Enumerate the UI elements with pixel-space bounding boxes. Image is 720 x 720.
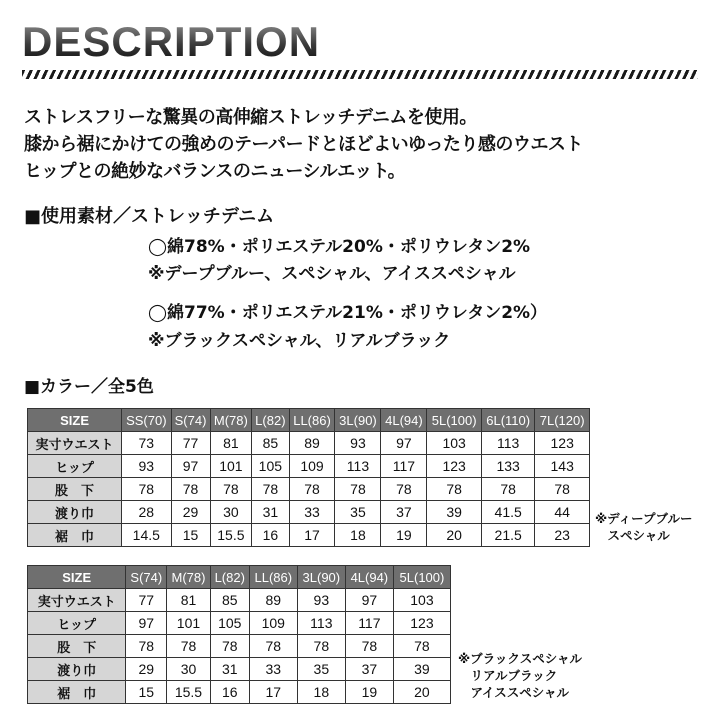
size-value-cell: 113 [297,612,345,635]
row-label: 裾 巾 [28,524,122,547]
size-value-cell: 20 [393,681,450,704]
size-value-cell: 97 [381,432,427,455]
size-value-cell: 33 [249,658,297,681]
size-value-cell: 103 [393,589,450,612]
size-header-label: SIZE [28,409,122,432]
size-value-cell: 97 [345,589,393,612]
material-composition-1: ◯綿78%・ポリエステル20%・ポリウレタン2% [148,237,531,257]
table-row [28,681,451,704]
size-value-cell: 41.5 [481,501,534,524]
size-header-cell: S(74) [171,409,210,432]
note-line: ※ディープブルー [595,511,693,526]
size-value-cell: 39 [427,501,482,524]
material-composition-2: ◯綿77%・ポリエステル21%・ポリウレタン2%） [148,303,548,323]
material-colors-2: ※ブラックスペシャル、リアルブラック [148,331,451,351]
size-value-cell: 78 [210,635,249,658]
intro-line: 膝から裾にかけての強めのテーパードとほどよいゆったり感のウエスト [24,134,583,155]
size-value-cell: 30 [167,658,211,681]
heading-stripe-divider [22,70,698,79]
size-header-cell: SS(70) [122,409,171,432]
size-value-cell: 78 [393,635,450,658]
table-row [28,432,590,455]
page-heading: DESCRIPTION [22,18,321,65]
size-value-cell: 81 [210,432,252,455]
size-value-cell: 14.5 [122,524,171,547]
size-value-cell: 89 [289,432,335,455]
size-value-cell: 31 [252,501,289,524]
note-line: ※ブラックスペシャル [458,651,583,666]
row-label: ヒップ [28,612,126,635]
size-value-cell: 17 [249,681,297,704]
row-label: 裾 巾 [28,681,126,704]
table-row [28,658,451,681]
material-colors-1: ※デープブルー、スペシャル、アイススペシャル [148,264,516,284]
row-label: 渡り巾 [28,501,122,524]
note-line: アイススペシャル [458,685,570,700]
size-value-cell: 77 [171,432,210,455]
size-header-cell: 6L(110) [481,409,534,432]
table-header-row [28,409,590,432]
size-value-cell: 19 [345,681,393,704]
size-value-cell: 28 [122,501,171,524]
size-value-cell: 133 [481,455,534,478]
size-table-1-note [595,510,693,544]
size-header-cell: 5L(100) [427,409,482,432]
size-value-cell: 78 [345,635,393,658]
size-value-cell: 105 [210,612,249,635]
size-value-cell: 35 [335,501,381,524]
size-header-cell: 3L(90) [335,409,381,432]
size-header-cell: L(82) [252,409,289,432]
size-value-cell: 15 [171,524,210,547]
intro-text [24,104,583,185]
note-line: リアルブラック [458,668,558,683]
size-value-cell: 78 [171,478,210,501]
size-value-cell: 93 [297,589,345,612]
size-header-cell: 5L(100) [393,566,450,589]
size-value-cell: 18 [297,681,345,704]
row-label: 実寸ウエスト [28,432,122,455]
size-value-cell: 19 [381,524,427,547]
size-value-cell: 78 [535,478,590,501]
size-value-cell: 37 [345,658,393,681]
size-value-cell: 113 [481,432,534,455]
size-value-cell: 78 [167,635,211,658]
size-value-cell: 101 [210,455,252,478]
row-label: 渡り巾 [28,658,126,681]
size-value-cell: 20 [427,524,482,547]
size-value-cell: 89 [249,589,297,612]
row-label: 実寸ウエスト [28,589,126,612]
size-value-cell: 93 [335,432,381,455]
table-row [28,455,590,478]
size-value-cell: 123 [427,455,482,478]
row-label: 股 下 [28,635,126,658]
size-value-cell: 93 [122,455,171,478]
size-value-cell: 97 [126,612,167,635]
size-value-cell: 35 [297,658,345,681]
size-value-cell: 78 [210,478,252,501]
size-value-cell: 78 [297,635,345,658]
color-title: ■カラー／全5色 [24,377,154,397]
size-value-cell: 78 [335,478,381,501]
size-header-cell: 3L(90) [297,566,345,589]
size-value-cell: 143 [535,455,590,478]
size-header-cell: 4L(94) [345,566,393,589]
size-header-cell: LL(86) [289,409,335,432]
size-header-cell: 4L(94) [381,409,427,432]
size-value-cell: 39 [393,658,450,681]
size-value-cell: 101 [167,612,211,635]
size-value-cell: 123 [535,432,590,455]
size-value-cell: 30 [210,501,252,524]
size-value-cell: 33 [289,501,335,524]
size-header-label: SIZE [28,566,126,589]
size-value-cell: 21.5 [481,524,534,547]
size-value-cell: 16 [252,524,289,547]
size-header-cell: L(82) [210,566,249,589]
row-label: 股 下 [28,478,122,501]
size-value-cell: 105 [252,455,289,478]
size-table-1 [27,408,590,547]
note-line: スペシャル [595,528,670,543]
size-value-cell: 44 [535,501,590,524]
size-value-cell: 113 [335,455,381,478]
size-value-cell: 117 [381,455,427,478]
size-table-2-note [458,650,582,701]
size-header-cell: S(74) [126,566,167,589]
size-value-cell: 78 [289,478,335,501]
size-value-cell: 29 [126,658,167,681]
material-title: ■使用素材／ストレッチデニム [24,206,275,227]
size-value-cell: 78 [249,635,297,658]
size-value-cell: 117 [345,612,393,635]
size-value-cell: 78 [481,478,534,501]
size-header-cell: M(78) [210,409,252,432]
size-value-cell: 97 [171,455,210,478]
size-value-cell: 78 [252,478,289,501]
size-value-cell: 81 [167,589,211,612]
size-value-cell: 123 [393,612,450,635]
table-row [28,612,451,635]
size-value-cell: 103 [427,432,482,455]
row-label: ヒップ [28,455,122,478]
size-value-cell: 23 [535,524,590,547]
table-row [28,635,451,658]
size-value-cell: 109 [289,455,335,478]
table-row [28,501,590,524]
size-value-cell: 85 [210,589,249,612]
intro-line: ストレスフリーな驚異の高伸縮ストレッチデニムを使用。 [24,107,477,128]
size-value-cell: 78 [427,478,482,501]
size-header-cell: 7L(120) [535,409,590,432]
size-value-cell: 16 [210,681,249,704]
table-row [28,589,451,612]
size-value-cell: 31 [210,658,249,681]
size-value-cell: 78 [126,635,167,658]
size-value-cell: 109 [249,612,297,635]
size-header-cell: LL(86) [249,566,297,589]
size-value-cell: 77 [126,589,167,612]
table-row [28,478,590,501]
size-value-cell: 73 [122,432,171,455]
table-header-row [28,566,451,589]
size-value-cell: 78 [381,478,427,501]
size-value-cell: 18 [335,524,381,547]
size-value-cell: 78 [122,478,171,501]
size-value-cell: 29 [171,501,210,524]
size-value-cell: 15.5 [210,524,252,547]
size-header-cell: M(78) [167,566,211,589]
intro-line: ヒップとの絶妙なバランスのニューシルエット。 [24,161,406,182]
size-value-cell: 17 [289,524,335,547]
size-table-2 [27,565,451,704]
size-value-cell: 37 [381,501,427,524]
size-value-cell: 15.5 [167,681,211,704]
size-value-cell: 15 [126,681,167,704]
size-value-cell: 85 [252,432,289,455]
table-row [28,524,590,547]
